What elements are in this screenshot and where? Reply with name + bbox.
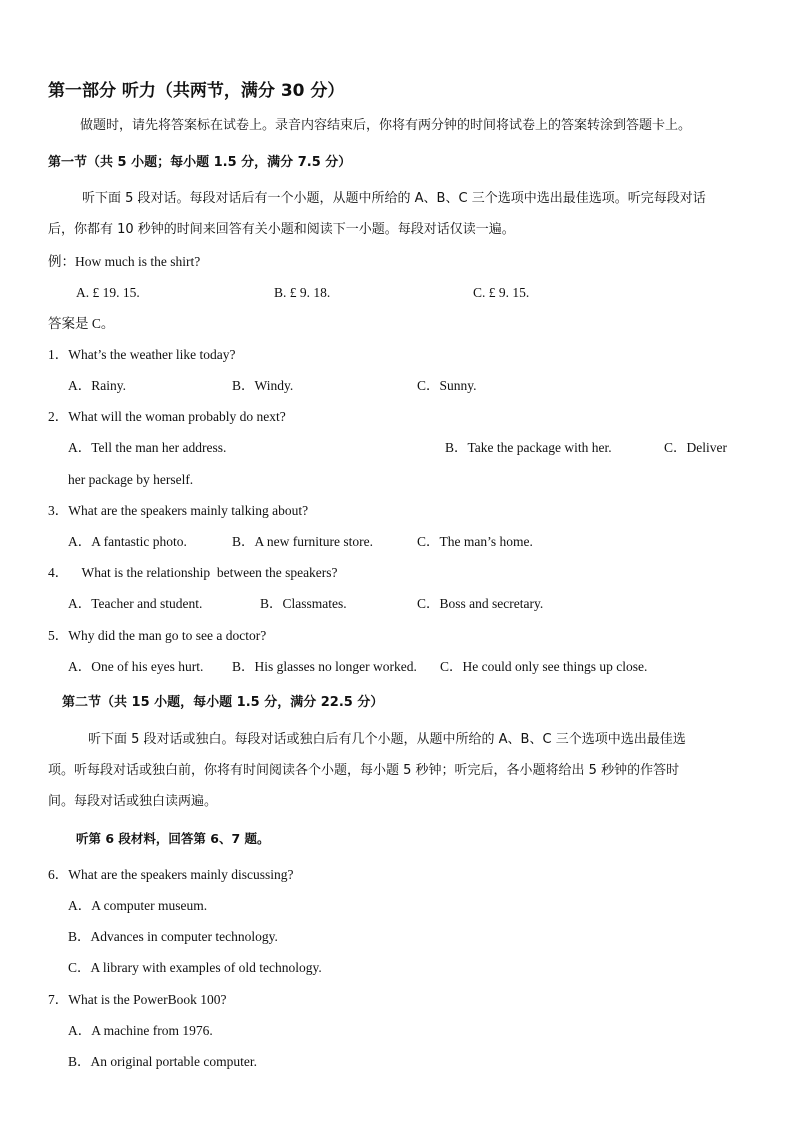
question-5: 5．Why did the man go to see a doctor? <box>48 628 267 643</box>
q3-option-b: B．A new furniture store. <box>232 534 373 549</box>
example-option-c: C. £ 9. 15. <box>473 285 530 300</box>
q5-option-a: A．One of his eyes hurt. <box>68 659 204 674</box>
question-6: 6．What are the speakers mainly discussing? <box>48 867 294 882</box>
example-option-b: B. £ 9. 18. <box>274 285 331 300</box>
part-instruction: 做题时，请先将答案标在试卷上。录音内容结束后，你将有两分钟的时间将试卷上的答案转涂到答题卡上。 <box>80 118 692 133</box>
q2-option-c: C．Deliver <box>664 440 727 455</box>
example-question: 例：How much is the shirt? <box>48 254 201 269</box>
example-answer: 答案是 C。 <box>48 316 115 331</box>
q4-option-a: A．Teacher and student. <box>68 596 203 611</box>
q7-option-a: A．A machine from 1976. <box>68 1023 213 1038</box>
question-4: 4． What is the relationship between the speakers? <box>48 565 338 580</box>
example-option-a: A. £ 19. 15. <box>76 285 140 300</box>
q1-option-a: A．Rainy. <box>68 378 126 393</box>
q6-option-c: C．A library with examples of old technology. <box>68 960 322 975</box>
question-2: 2．What will the woman probably do next? <box>48 409 286 424</box>
section2-instruction-line2: 项。听每段对话或独白前，你将有时间阅读各个小题，每小题 5 秒钟；听完后，各小题将给出 5 秒钟的作答时 <box>48 763 680 778</box>
section2-instruction-line1: 听下面 5 段对话或独白。每段对话或独白后有几个小题，从题中所给的 A、B、C 三个选项中选出最佳选 <box>88 732 686 747</box>
section2-title: 第二节（共 15 小题，每小题 1.5 分，满分 22.5 分） <box>62 695 384 710</box>
q4-option-c: C．Boss and secretary. <box>417 596 544 611</box>
q2-option-a: A．Tell the man her address. <box>68 440 227 455</box>
q4-option-b: B．Classmates. <box>260 596 347 611</box>
question-3: 3．What are the speakers mainly talking about? <box>48 503 309 518</box>
q5-option-c: C．He could only see things up close. <box>440 659 648 674</box>
q6-option-a: A．A computer museum. <box>68 898 208 913</box>
section1-instruction-line2: 后，你都有 10 秒钟的时间来回答有关小题和阅读下一小题。每段对话仅读一遍。 <box>48 222 515 237</box>
material-6-heading: 听第 6 段材料，回答第 6、7 题。 <box>76 831 270 846</box>
question-7: 7．What is the PowerBook 100? <box>48 992 227 1007</box>
q6-option-b: B．Advances in computer technology. <box>68 929 278 944</box>
q5-option-b: B．His glasses no longer worked. <box>232 659 417 674</box>
question-1: 1．What’s the weather like today? <box>48 347 236 362</box>
q2-option-c-continuation: her package by herself. <box>68 472 194 487</box>
section1-instruction-line1: 听下面 5 段对话。每段对话后有一个小题，从题中所给的 A、B、C 三个选项中选出最佳选项。听完每段对话 <box>82 191 706 206</box>
q3-option-c: C．The man’s home. <box>417 534 533 549</box>
part-title: 第一部分 听力（共两节，满分 30 分） <box>48 81 345 101</box>
q7-option-b: B．An original portable computer. <box>68 1054 257 1069</box>
q1-option-c: C．Sunny. <box>417 378 477 393</box>
section2-instruction-line3: 间。每段对话或独白读两遍。 <box>48 794 218 809</box>
q3-option-a: A．A fantastic photo. <box>68 534 187 549</box>
q2-option-b: B．Take the package with her. <box>445 440 612 455</box>
q1-option-b: B．Windy. <box>232 378 294 393</box>
section1-title: 第一节（共 5 小题；每小题 1.5 分，满分 7.5 分） <box>48 155 352 170</box>
